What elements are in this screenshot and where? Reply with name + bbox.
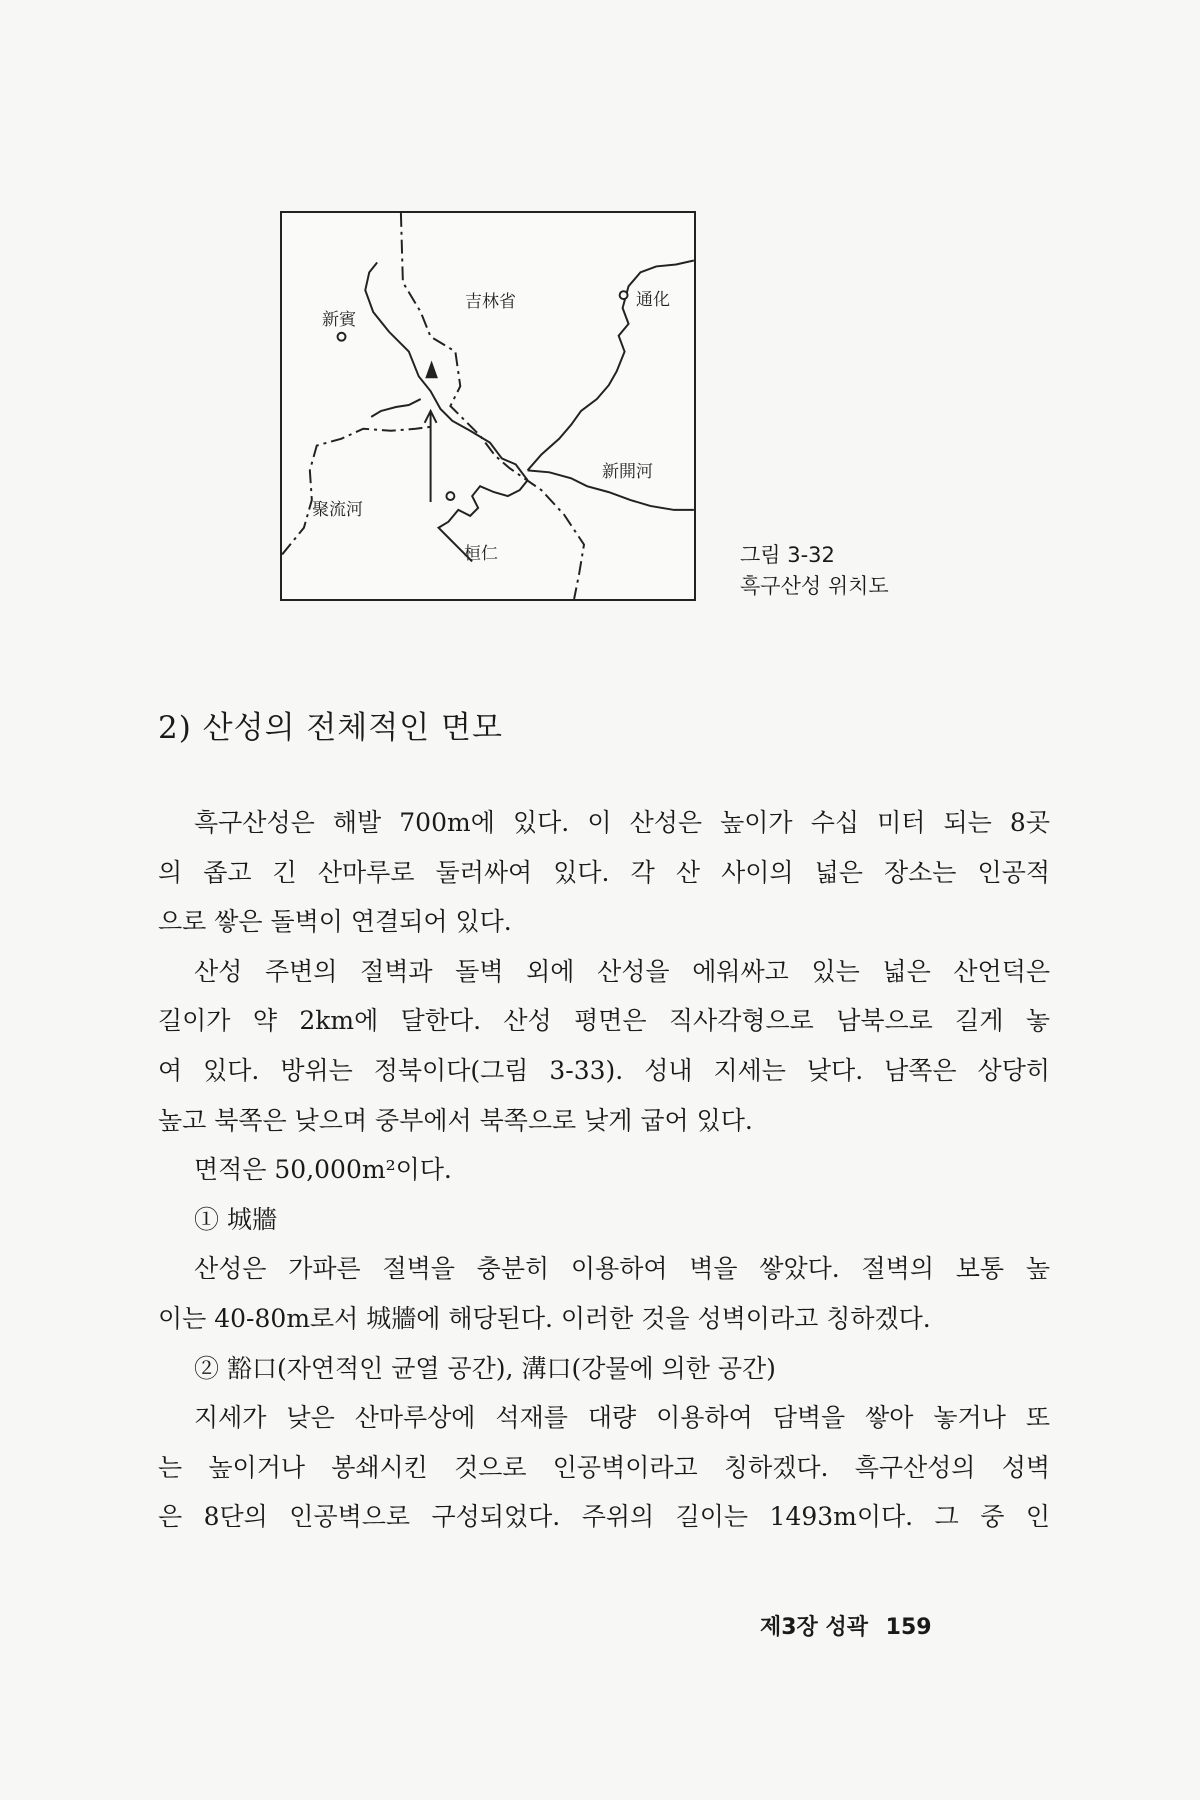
map-label-juliuhe: 聚流河 [312,500,363,520]
river-branch [371,399,420,417]
body-line: 는 높이거나 봉쇄시킨 것으로 인공벽이라고 칭하겠다. 흑구산성의 성벽 [158,1452,1050,1482]
location-arrow [427,363,437,377]
caption-title: 흑구산성 위치도 [740,574,889,598]
map-label-tonghua: 通化 [636,290,670,310]
body-line: 산성은 가파른 절벽을 충분히 이용하여 벽을 쌓았다. 절벽의 보통 높 [194,1254,1050,1284]
border-line-west [282,427,430,555]
map-label-huanren: 桓仁 [464,544,498,564]
body-line: 지세가 낮은 산마루상에 석재를 대량 이용하여 담벽을 쌓아 놓거나 또 [194,1403,1050,1433]
chapter-title: 제3장 성곽 [760,1615,868,1640]
body-line: 의 좁고 긴 산마루로 둘러싸여 있다. 각 산 사이의 넓은 장소는 인공적 [158,857,1050,887]
body-line: 흑구산성은 해발 700m에 있다. 이 산성은 높이가 수십 미터 되는 8곳 [194,808,1050,837]
body-line: 산성 주변의 절벽과 돌벽 외에 산성을 에워싸고 있는 넓은 산언덕은 [194,956,1050,986]
page-number: 159 [885,1615,932,1640]
figure-caption [740,540,889,602]
map-label-jilin: 吉林省 [465,292,516,312]
body-text [158,798,1050,1542]
body-line: 길이가 약 2km에 달한다. 산성 평면은 직사각형으로 남북으로 길게 놓 [158,1006,1050,1036]
location-map [280,211,696,601]
town-marker-huanren [446,492,454,500]
body-line: 여 있다. 방위는 정북이다(그림 3-33). 성내 지세는 낮다. 남쪽은 상당히 [158,1055,1050,1085]
map-label-xinkaihe: 新開河 [602,462,653,482]
subsection-heading: ① 城牆 [194,1204,277,1234]
body-line: 으로 쌓은 돌벽이 연결되어 있다. [158,907,512,937]
page-footer [750,1610,932,1641]
body-line: 은 8단의 인공벽으로 구성되었다. 주위의 길이는 1493m이다. 그 중 인 [158,1502,1050,1532]
section-heading: 2) 산성의 전체적인 면모 [158,710,503,746]
town-marker-xinbin [338,333,346,341]
subsection-heading: ② 豁口(자연적인 균열 공간), 溝口(강물에 의한 공간) [194,1353,776,1383]
town-marker-tonghua [620,291,628,299]
body-line: 높고 북쪽은 낮으며 중부에서 북쪽으로 낮게 굽어 있다. [158,1105,753,1135]
caption-number: 그림 3-32 [740,543,835,567]
map-label-xinbin: 新賓 [322,310,356,330]
body-line: 이는 40-80m로서 城牆에 해당된다. 이러한 것을 성벽이라고 칭하겠다. [158,1303,931,1333]
body-line: 면적은 50,000m²이다. [194,1155,452,1185]
